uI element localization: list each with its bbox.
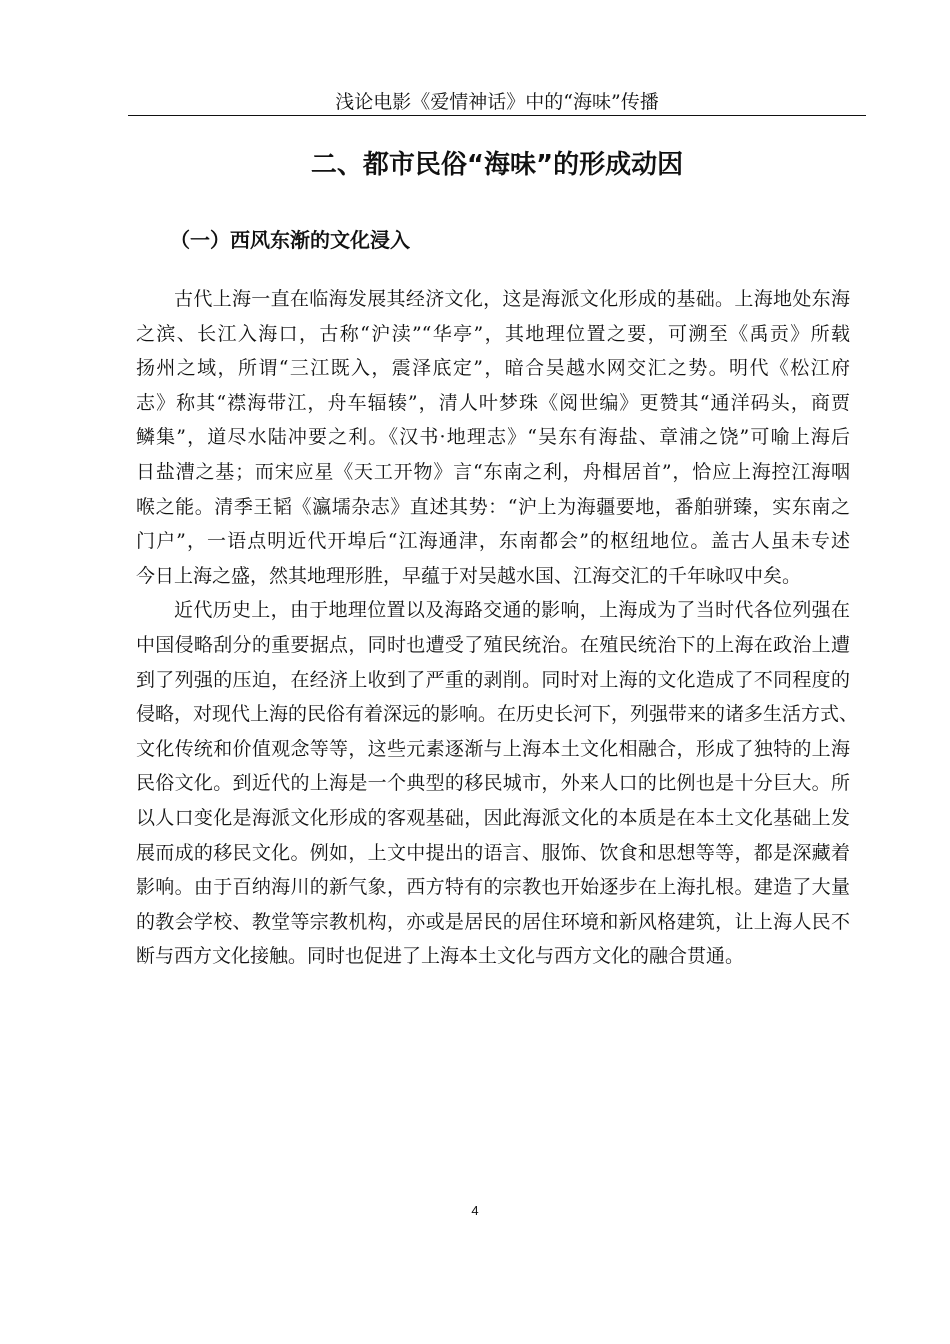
paragraph-1-line: 鳞集”，道尽水陆冲要之利。《汉书·地理志》“吴东有海盐、章浦之饶”可喻上海后: [136, 426, 850, 449]
paragraph-1-line: 今日上海之盛，然其地理形胜，早蕴于对吴越水国、江海交汇的千年咏叹中矣。: [136, 564, 802, 587]
chapter-title: 二、都市民俗“海味”的形成动因: [310, 150, 684, 180]
paragraph-1-line: 古代上海一直在临海发展其经济文化，这是海派文化形成的基础。上海地处东海: [174, 288, 850, 310]
paragraph-2-line: 展而成的移民文化。例如，上文中提出的语言、服饰、饮食和思想等等，都是深藏着: [136, 841, 850, 864]
paragraph-2-line: 中国侵略刮分的重要据点，同时也遭受了殖民统治。在殖民统治下的上海在政治上遭: [136, 633, 850, 656]
paragraph-2-line: 以人口变化是海派文化形成的客观基础，因此海派文化的本质是在本土文化基础上发: [136, 806, 850, 829]
paragraph-2-line: 影响。由于百纳海川的新气象，西方特有的宗教也开始逐步在上海扎根。建造了大量: [136, 876, 850, 899]
body-text: [136, 282, 859, 974]
paragraph-1-line: 志》称其“襟海带江，舟车辐辏”，清人叶梦珠《阅世编》更赞其“通洋码头，商贾: [136, 391, 850, 414]
paragraph-2-line: 文化传统和价值观念等等，这些元素逐渐与上海本土文化相融合，形成了独特的上海: [136, 737, 850, 760]
paragraph-2-line: 到了列强的压迫，在经济上收到了严重的剥削。同时对上海的文化造成了不同程度的: [136, 668, 850, 691]
paragraph-2-line: 近代历史上，由于地理位置以及海路交通的影响，上海成为了当时代各位列强在: [174, 599, 850, 622]
page-number: 4: [471, 1203, 479, 1218]
header-rule: [128, 115, 866, 116]
paragraph-1-line: 扬州之域，所谓“三江既入，震泽底定”，暗合吴越水网交汇之势。明代《松江府: [136, 357, 850, 380]
running-header: 浅论电影《爱情神话》中的“海味”传播: [335, 91, 659, 113]
paragraph-2-line: 断与西方文化接触。同时也促进了上海本土文化与西方文化的融合贯通。: [136, 945, 745, 968]
paragraph-2-line: 的教会学校、教堂等宗教机构，亦或是居民的居住环境和新风格建筑，让上海人民不: [136, 910, 850, 933]
paragraph-1-line: 门户”，一语点明近代开埠后“江海通津，东南都会”的枢纽地位。盖古人虽未专述: [136, 530, 850, 553]
paragraph-2-line: 民俗文化。到近代的上海是一个典型的移民城市，外来人口的比例也是十分巨大。所: [136, 772, 850, 795]
paragraph-2-line: 侵略，对现代上海的民俗有着深远的影响。在历史长河下，列强带来的诸多生活方式、: [136, 703, 859, 726]
paragraph-1-line: 之滨、长江入海口，古称“沪渎”“华亭”，其地理位置之要，可溯至《禹贡》所载: [136, 322, 850, 345]
section-title: （一）西风东渐的文化浸入: [170, 228, 410, 252]
paragraph-1-line: 日盐漕之基；而宋应星《天工开物》言“东南之利，舟楫居首”，恰应上海控江海咽: [136, 460, 850, 483]
paragraph-1-line: 喉之能。清季王韬《瀛壖杂志》直述其势：“沪上为海疆要地，番舶骈臻，实东南之: [136, 495, 850, 518]
